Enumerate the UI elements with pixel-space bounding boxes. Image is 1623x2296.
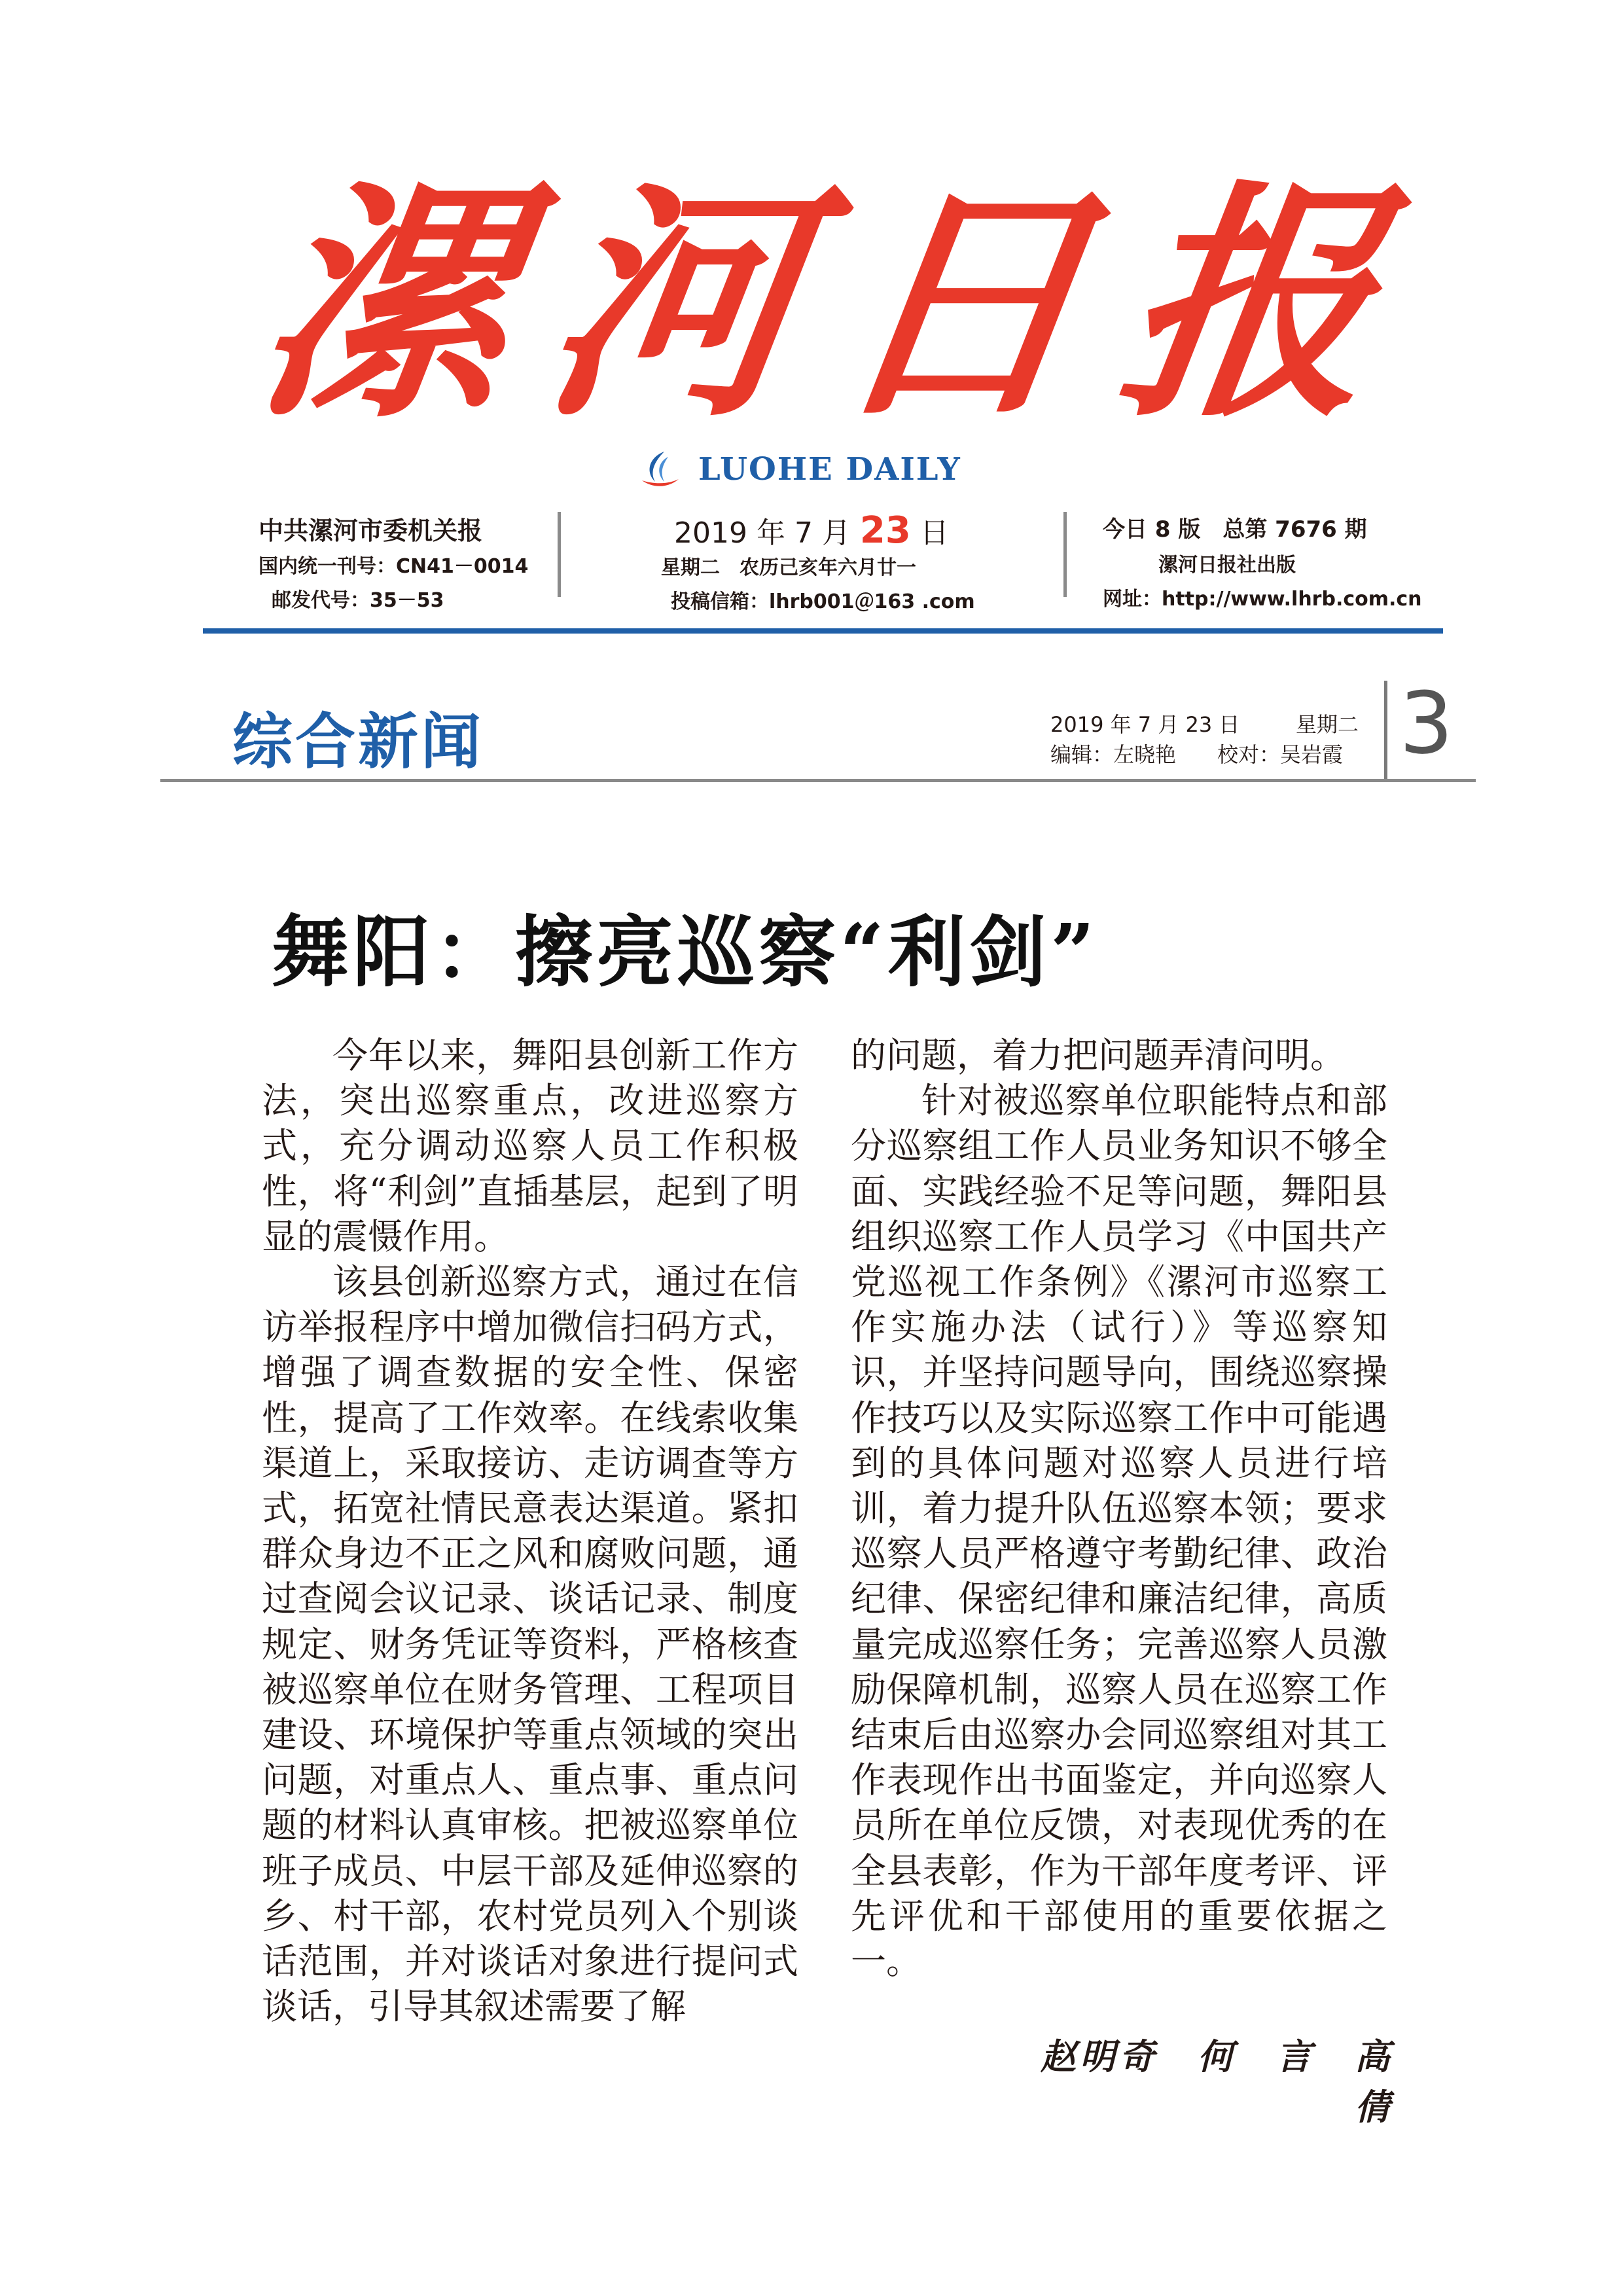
article-paragraph: 今年以来，舞阳县创新工作方法，突出巡察重点，改进巡察方式，充分调动巡察人员工作积极性，将“利剑”直插基层，起到了明显的震慑作用。 xyxy=(262,1035,798,1257)
masthead-info-left xyxy=(259,512,533,618)
masthead-info-right xyxy=(1073,511,1427,617)
edition-info: 今日 8 版 总第 7676 期 xyxy=(1103,516,1367,543)
section-rule xyxy=(160,779,1476,782)
article-byline: 赵明奇 何 言 高 倩 xyxy=(1041,2036,1433,2128)
masthead-divider xyxy=(558,512,561,597)
section-proofreader: 校对：吴岩霞 xyxy=(1217,742,1344,767)
masthead-divider xyxy=(1063,512,1067,597)
brand-row xyxy=(638,446,961,492)
article-paragraph-continuation: 的问题，着力把问题弄清问明。 xyxy=(851,1035,1346,1076)
section-title: 综合新闻 xyxy=(232,706,484,777)
section-weekday: 星期二 xyxy=(1296,712,1359,737)
issue-date-prefix: 2019 年 7 月 xyxy=(674,516,860,550)
issn-label: 国内统一刊号：CN41－0014 xyxy=(259,555,529,578)
lunar-date: 星期二 农历己亥年六月廿一 xyxy=(661,556,916,579)
publisher-label: 漯河日报社出版 xyxy=(1158,554,1296,577)
page-number-divider xyxy=(1384,681,1387,779)
article-paragraph: 该县创新巡察方式，通过在信访举报程序中增加微信扫码方式，增强了调查数据的安全性、保密性，提高了工作效率。在线索收集渠道上，采取接访、走访调查等方式，拓宽社情民意表达渠道。紧扣群众身边不正之风和腐败问题，通过查阅会议记录、谈话记录、制度规定、财务凭证等资料，严格核查被巡察单位在财务管理、工程项目建设、环境保护等重点领域的突出问题，对重点人、重点事、重点问题的材料认真审核。把被巡察单位班子成员、中层干部及延伸巡察的乡、村干部，农村党员列入个别谈话范围，并对谈话对象进行提问式谈话，引导其叙述需要了解 xyxy=(262,1261,798,2028)
masthead-char: 报 xyxy=(1105,158,1395,450)
page-number: 3 xyxy=(1399,673,1454,773)
brand-name: LUOHE DAILY xyxy=(698,451,961,488)
issue-date xyxy=(589,511,1047,551)
masthead-char: 日 xyxy=(817,158,1107,450)
organ-label: 中共漯河市委机关报 xyxy=(259,516,483,545)
postal-code-label: 邮发代号：35－53 xyxy=(272,589,444,612)
issue-date-day: 23 xyxy=(859,509,911,552)
section-date: 2019 年 7 月 23 日 xyxy=(1050,712,1240,737)
article-column-right xyxy=(851,1033,1387,1984)
masthead-rule xyxy=(203,628,1443,634)
article-paragraph: 针对被巡察单位职能特点和部分巡察组工作人员业务知识不够全面、实践经验不足等问题，舞阳县组织巡察工作人员学习《中国共产党巡视工作条例》《漯河市巡察工作实施办法（试行）》等巡察知识，并坚持问题导向，围绕巡察操作技巧以及实际巡察工作中可能遇到的具体问题对巡察人员进行培训，着力提升队伍巡察本领；要求巡察人员严格遵守考勤纪律、政治纪律、保密纪律和廉洁纪律，高质量完成巡察任务；完善巡察人员激励保障机制，巡察人员在巡察工作结束后由巡察办会同巡察组对其工作表现作出书面鉴定，并向巡察人员所在单位反馈，对表现优秀的在全县表彰，作为干部年度考评、评先评优和干部使用的重要依据之一。 xyxy=(851,1080,1387,1982)
submission-email: 投稿信箱：lhrb001＠163 .com xyxy=(671,590,975,613)
masthead-title xyxy=(241,151,1395,458)
issue-date-suffix: 日 xyxy=(910,516,949,550)
article-column-left xyxy=(262,1033,798,2029)
luohe-daily-logo-icon xyxy=(638,448,681,491)
masthead-info-middle xyxy=(589,511,1047,619)
section-editor: 编辑：左晓艳 xyxy=(1050,742,1177,767)
masthead-char: 漯 xyxy=(241,158,531,450)
website-label: 网址：http://www.lhrb.com.cn xyxy=(1103,588,1422,611)
masthead-char: 河 xyxy=(529,158,819,450)
article-headline: 舞阳：擦亮巡察“利剑” xyxy=(272,906,1099,997)
